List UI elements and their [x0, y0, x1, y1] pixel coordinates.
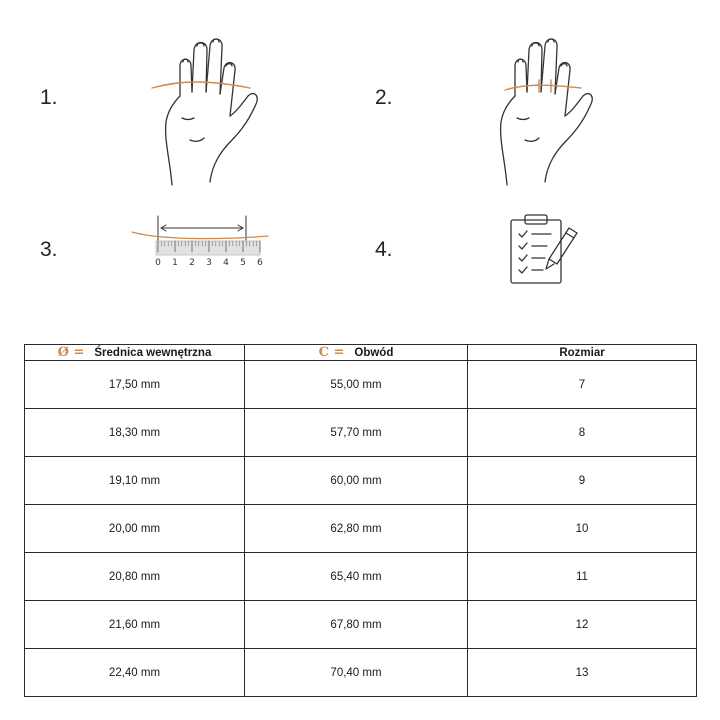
diameter-cell: 19,10 mm	[25, 457, 245, 505]
table-row	[25, 409, 697, 457]
table-row	[25, 649, 697, 697]
header-diameter	[25, 345, 245, 361]
ruler-tick-label: 6	[257, 258, 263, 268]
table-row	[25, 601, 697, 649]
header-size	[468, 345, 697, 361]
ruler-tick-label: 5	[240, 258, 246, 268]
circumference-symbol: C =	[318, 345, 345, 360]
ruler-tick-label: 1	[172, 258, 178, 268]
size-cell: 9	[468, 457, 697, 505]
diameter-cell: 20,80 mm	[25, 553, 245, 601]
circumference-cell: 67,80 mm	[245, 601, 468, 649]
header-label: Rozmiar	[559, 346, 605, 359]
size-cell: 7	[468, 361, 697, 409]
ruler-tick-label: 0	[155, 258, 161, 268]
circumference-cell: 65,40 mm	[245, 553, 468, 601]
size-cell: 13	[468, 649, 697, 697]
circumference-cell: 57,70 mm	[245, 409, 468, 457]
header-label: Obwód	[354, 346, 394, 359]
table-row	[25, 457, 697, 505]
circumference-cell: 62,80 mm	[245, 505, 468, 553]
diameter-cell: 22,40 mm	[25, 649, 245, 697]
size-cell: 8	[468, 409, 697, 457]
ring-size-table	[24, 344, 697, 697]
circumference-cell: 70,40 mm	[245, 649, 468, 697]
circumference-cell: 60,00 mm	[245, 457, 468, 505]
hand-wrap-icon	[150, 30, 270, 190]
step-number-2: 2.	[375, 86, 393, 109]
table-row	[25, 361, 697, 409]
ruler-tick-label: 3	[206, 258, 212, 268]
step-number-4: 4.	[375, 238, 393, 261]
table-row	[25, 553, 697, 601]
hand-mark-icon	[485, 30, 605, 190]
table-row	[25, 505, 697, 553]
diameter-cell: 21,60 mm	[25, 601, 245, 649]
diameter-symbol: Ø =	[57, 345, 85, 360]
header-label: Średnica wewnętrzna	[94, 346, 212, 359]
ruler-icon	[130, 210, 270, 272]
header-circumference	[245, 345, 468, 361]
table-header-row	[25, 345, 697, 361]
clipboard-checklist-icon	[505, 212, 585, 286]
diameter-cell: 18,30 mm	[25, 409, 245, 457]
size-cell: 10	[468, 505, 697, 553]
size-cell: 11	[468, 553, 697, 601]
step-number-1: 1.	[40, 86, 58, 109]
ruler-tick-label: 2	[189, 258, 195, 268]
step-number-3: 3.	[40, 238, 58, 261]
diameter-cell: 20,00 mm	[25, 505, 245, 553]
circumference-cell: 55,00 mm	[245, 361, 468, 409]
diameter-cell: 17,50 mm	[25, 361, 245, 409]
ruler-tick-label: 4	[223, 258, 229, 268]
size-cell: 12	[468, 601, 697, 649]
